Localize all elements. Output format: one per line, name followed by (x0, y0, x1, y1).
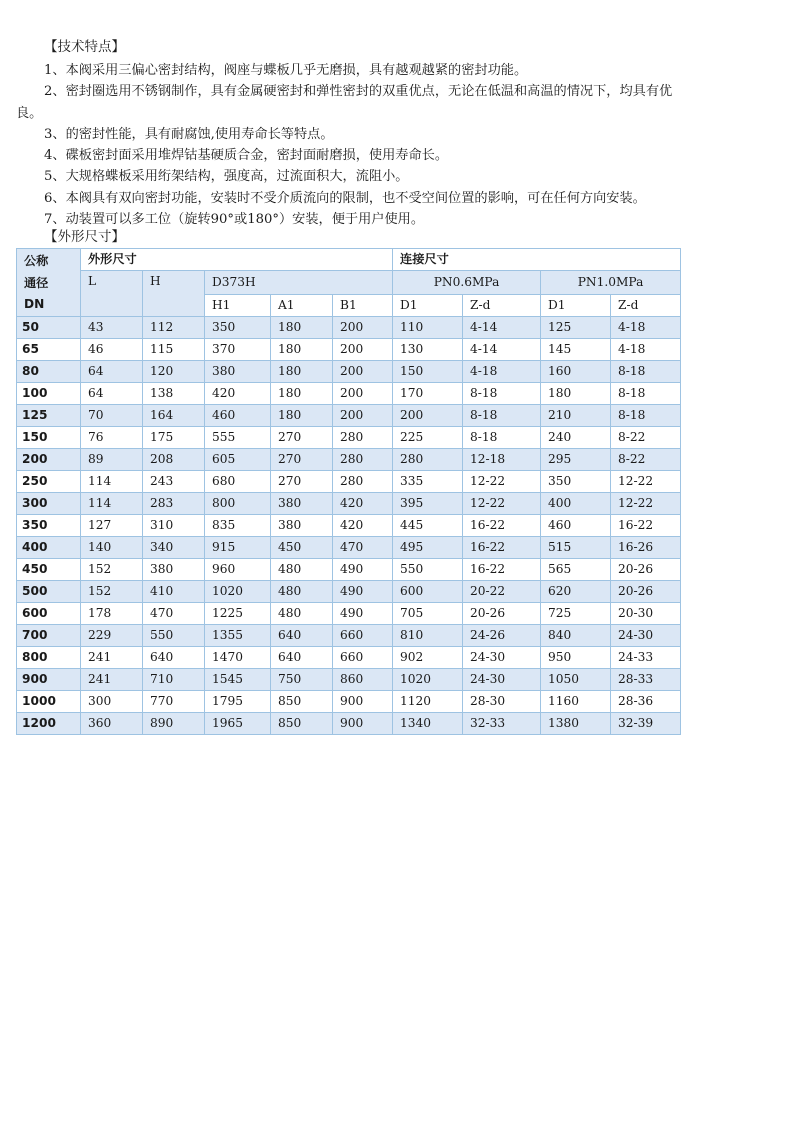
table-row (17, 580, 681, 602)
col-B1-header: B1 (333, 294, 393, 316)
table-cell: 300 (81, 690, 143, 712)
table-cell: 76 (81, 426, 143, 448)
dn-cell: 350 (17, 514, 81, 536)
table-cell: 470 (143, 602, 205, 624)
table-cell: 1020 (393, 668, 463, 690)
table-cell: 705 (393, 602, 463, 624)
table-cell: 902 (393, 646, 463, 668)
table-cell: 900 (333, 712, 393, 734)
table-cell: 420 (205, 382, 271, 404)
table-cell: 1795 (205, 690, 271, 712)
table-cell: 115 (143, 338, 205, 360)
table-cell: 114 (81, 470, 143, 492)
table-cell: 20-22 (463, 580, 541, 602)
table-cell: 241 (81, 668, 143, 690)
table-cell: 138 (143, 382, 205, 404)
table-cell: 180 (271, 316, 333, 338)
table-cell: 515 (541, 536, 611, 558)
dn-cell: 125 (17, 404, 81, 426)
feature-item: 6、本阀具有双向密封功能，安装时不受介质流向的限制，也不受空间位置的影响，可在任何方向安装。 (44, 190, 646, 206)
table-cell: 555 (205, 426, 271, 448)
table-cell: 350 (541, 470, 611, 492)
table-cell: 495 (393, 536, 463, 558)
table-cell: 43 (81, 316, 143, 338)
table-cell: 600 (393, 580, 463, 602)
table-cell: 112 (143, 316, 205, 338)
table-cell: 380 (205, 360, 271, 382)
dn-cell: 250 (17, 470, 81, 492)
table-cell: 550 (143, 624, 205, 646)
table-cell: 335 (393, 470, 463, 492)
table-cell: 12-22 (463, 492, 541, 514)
table-cell: 1545 (205, 668, 271, 690)
table-cell: 140 (81, 536, 143, 558)
table-row (17, 624, 681, 646)
dn-cell: 100 (17, 382, 81, 404)
table-cell: 280 (333, 470, 393, 492)
table-cell: 360 (81, 712, 143, 734)
tech-features-heading: 【技术特点】 (44, 39, 125, 55)
dn-cell: 1200 (17, 712, 81, 734)
table-cell: 229 (81, 624, 143, 646)
table-cell: 180 (271, 382, 333, 404)
table-row (17, 646, 681, 668)
table-cell: 660 (333, 646, 393, 668)
table-cell: 280 (333, 448, 393, 470)
dn-cell: 450 (17, 558, 81, 580)
table-cell: 380 (271, 492, 333, 514)
dn-cell: 1000 (17, 690, 81, 712)
table-cell: 8-18 (611, 360, 681, 382)
table-row (17, 382, 681, 404)
table-cell: 16-22 (611, 514, 681, 536)
corner-line: 通径 (24, 275, 49, 290)
table-cell: 160 (541, 360, 611, 382)
header-row-2 (17, 271, 681, 295)
table-cell: 180 (271, 404, 333, 426)
table-cell: 225 (393, 426, 463, 448)
table-cell: 130 (393, 338, 463, 360)
col-Zd-header: Z-d (463, 294, 541, 316)
table-cell: 620 (541, 580, 611, 602)
corner-line: DN (24, 297, 45, 311)
table-cell: 4-18 (611, 316, 681, 338)
table-cell: 850 (271, 690, 333, 712)
table-cell: 8-18 (611, 404, 681, 426)
table-cell: 145 (541, 338, 611, 360)
connection-dimensions-header: 连接尺寸 (393, 249, 681, 271)
table-cell: 370 (205, 338, 271, 360)
table-row (17, 712, 681, 734)
table-row (17, 360, 681, 382)
table-cell: 32-33 (463, 712, 541, 734)
dn-cell: 80 (17, 360, 81, 382)
table-cell: 180 (271, 360, 333, 382)
table-cell: 915 (205, 536, 271, 558)
table-cell: 400 (541, 492, 611, 514)
table-cell: 480 (271, 558, 333, 580)
table-cell: 890 (143, 712, 205, 734)
table-cell: 660 (333, 624, 393, 646)
table-cell: 640 (271, 624, 333, 646)
feature-item: 7、动装置可以多工位（旋转90°或180°）安装，便于用户使用。 (44, 212, 425, 228)
table-cell: 8-18 (463, 404, 541, 426)
table-cell: 310 (143, 514, 205, 536)
table-cell: 1380 (541, 712, 611, 734)
table-cell: 550 (393, 558, 463, 580)
table-cell: 16-22 (463, 536, 541, 558)
table-cell: 16-26 (611, 536, 681, 558)
table-cell: 28-33 (611, 668, 681, 690)
table-cell: 20-26 (611, 558, 681, 580)
table-cell: 208 (143, 448, 205, 470)
table-cell: 605 (205, 448, 271, 470)
table-cell: 64 (81, 360, 143, 382)
table-cell: 241 (81, 646, 143, 668)
feature-list (16, 60, 688, 230)
dn-cell: 500 (17, 580, 81, 602)
table-cell: 8-22 (611, 448, 681, 470)
pn06-header: PN0.6MPa (393, 271, 541, 295)
table-cell: 200 (333, 382, 393, 404)
table-cell: 12-22 (611, 470, 681, 492)
table-cell: 170 (393, 382, 463, 404)
table-cell: 810 (393, 624, 463, 646)
table-cell: 835 (205, 514, 271, 536)
col-H-header: H (143, 271, 205, 317)
table-row (17, 426, 681, 448)
table-cell: 1050 (541, 668, 611, 690)
dn-corner-header (17, 249, 81, 317)
table-cell: 960 (205, 558, 271, 580)
table-cell: 900 (333, 690, 393, 712)
dimensions-heading: 【外形尺寸】 (44, 229, 125, 245)
table-cell: 127 (81, 514, 143, 536)
table-cell: 460 (541, 514, 611, 536)
header-row-1 (17, 249, 681, 271)
dn-cell: 400 (17, 536, 81, 558)
table-cell: 24-33 (611, 646, 681, 668)
col-H1-header: H1 (205, 294, 271, 316)
dn-cell: 900 (17, 668, 81, 690)
table-cell: 420 (333, 492, 393, 514)
table-cell: 470 (333, 536, 393, 558)
table-cell: 860 (333, 668, 393, 690)
dn-cell: 800 (17, 646, 81, 668)
table-cell: 640 (271, 646, 333, 668)
table-cell: 283 (143, 492, 205, 514)
feature-item: 3、的密封性能，具有耐腐蚀,使用寿命长等特点。 (44, 126, 334, 142)
table-cell: 420 (333, 514, 393, 536)
table-cell: 152 (81, 580, 143, 602)
corner-line: 公称 (24, 254, 49, 268)
table-cell: 24-30 (611, 624, 681, 646)
table-cell: 1225 (205, 602, 271, 624)
table-cell: 350 (205, 316, 271, 338)
table-cell: 16-22 (463, 558, 541, 580)
table-cell: 445 (393, 514, 463, 536)
table-cell: 480 (271, 580, 333, 602)
feature-item: 5、大规格蝶板采用绗架结构，强度高，过流面积大，流阻小。 (44, 169, 409, 185)
table-cell: 200 (333, 316, 393, 338)
table-cell: 12-22 (463, 470, 541, 492)
table-cell: 295 (541, 448, 611, 470)
table-cell: 395 (393, 492, 463, 514)
pn10-header: PN1.0MPa (541, 271, 681, 295)
table-cell: 114 (81, 492, 143, 514)
table-cell: 850 (271, 712, 333, 734)
table-row (17, 558, 681, 580)
table-cell: 270 (271, 426, 333, 448)
table-row (17, 316, 681, 338)
table-cell: 180 (541, 382, 611, 404)
table-cell: 1965 (205, 712, 271, 734)
dn-cell: 300 (17, 492, 81, 514)
table-cell: 12-18 (463, 448, 541, 470)
table-cell: 4-14 (463, 338, 541, 360)
table-row (17, 602, 681, 624)
table-cell: 150 (393, 360, 463, 382)
table-cell: 210 (541, 404, 611, 426)
col-Zd-header: Z-d (611, 294, 681, 316)
table-cell: 410 (143, 580, 205, 602)
table-cell: 164 (143, 404, 205, 426)
table-cell: 4-18 (463, 360, 541, 382)
table-cell: 490 (333, 580, 393, 602)
table-cell: 800 (205, 492, 271, 514)
table-cell: 46 (81, 338, 143, 360)
table-cell: 8-18 (463, 382, 541, 404)
col-D1-header: D1 (393, 294, 463, 316)
table-row (17, 668, 681, 690)
table-cell: 89 (81, 448, 143, 470)
table-cell: 24-26 (463, 624, 541, 646)
table-cell: 710 (143, 668, 205, 690)
dn-cell: 65 (17, 338, 81, 360)
dn-cell: 150 (17, 426, 81, 448)
table-cell: 460 (205, 404, 271, 426)
feature-item: 1、本阀采用三偏心密封结构，阀座与蝶板几乎无磨损，具有越观越紧的密封功能。 (44, 63, 528, 78)
table-cell: 750 (271, 668, 333, 690)
table-cell: 200 (393, 404, 463, 426)
table-row (17, 690, 681, 712)
table-cell: 280 (333, 426, 393, 448)
table-row (17, 514, 681, 536)
table-cell: 680 (205, 470, 271, 492)
dn-cell: 700 (17, 624, 81, 646)
dn-cell: 50 (17, 316, 81, 338)
dimensions-table (16, 248, 681, 735)
table-cell: 200 (333, 338, 393, 360)
table-cell: 1355 (205, 624, 271, 646)
table-cell: 200 (333, 404, 393, 426)
table-row (17, 470, 681, 492)
dimensions-body (17, 316, 681, 734)
table-cell: 640 (143, 646, 205, 668)
table-cell: 1340 (393, 712, 463, 734)
table-cell: 8-22 (611, 426, 681, 448)
table-cell: 20-26 (463, 602, 541, 624)
table-cell: 270 (271, 470, 333, 492)
table-cell: 270 (271, 448, 333, 470)
table-cell: 950 (541, 646, 611, 668)
table-cell: 120 (143, 360, 205, 382)
feature-item: 4、碟板密封面采用堆焊钴基硬质合金，密封面耐磨损，使用寿命长。 (44, 148, 449, 164)
table-cell: 178 (81, 602, 143, 624)
table-cell: 1470 (205, 646, 271, 668)
outline-dimensions-header: 外形尺寸 (81, 249, 393, 271)
table-cell: 20-26 (611, 580, 681, 602)
table-cell: 180 (271, 338, 333, 360)
table-row (17, 492, 681, 514)
table-cell: 70 (81, 404, 143, 426)
col-A1-header: A1 (271, 294, 333, 316)
table-cell: 450 (271, 536, 333, 558)
table-row (17, 404, 681, 426)
table-cell: 8-18 (463, 426, 541, 448)
table-cell: 32-39 (611, 712, 681, 734)
table-cell: 1160 (541, 690, 611, 712)
table-cell: 16-22 (463, 514, 541, 536)
table-cell: 125 (541, 316, 611, 338)
table-cell: 152 (81, 558, 143, 580)
table-cell: 24-30 (463, 646, 541, 668)
table-row (17, 448, 681, 470)
dn-cell: 200 (17, 448, 81, 470)
table-cell: 24-30 (463, 668, 541, 690)
table-cell: 110 (393, 316, 463, 338)
table-cell: 480 (271, 602, 333, 624)
table-cell: 20-30 (611, 602, 681, 624)
table-cell: 280 (393, 448, 463, 470)
table-cell: 340 (143, 536, 205, 558)
table-cell: 243 (143, 470, 205, 492)
feature-item: 2、密封圈选用不锈钢制作，具有金属硬密封和弹性密封的双重优点，无论在低温和高温的情况下，均具有优良。 (16, 84, 673, 121)
col-D1-header: D1 (541, 294, 611, 316)
col-L-header: L (81, 271, 143, 317)
table-row (17, 338, 681, 360)
model-header: D373H (205, 271, 393, 295)
table-cell: 490 (333, 558, 393, 580)
table-cell: 175 (143, 426, 205, 448)
table-cell: 4-18 (611, 338, 681, 360)
table-row (17, 536, 681, 558)
table-cell: 725 (541, 602, 611, 624)
table-cell: 4-14 (463, 316, 541, 338)
table-cell: 28-30 (463, 690, 541, 712)
table-cell: 200 (333, 360, 393, 382)
table-cell: 1120 (393, 690, 463, 712)
table-cell: 1020 (205, 580, 271, 602)
table-cell: 240 (541, 426, 611, 448)
table-cell: 12-22 (611, 492, 681, 514)
table-cell: 565 (541, 558, 611, 580)
table-cell: 380 (271, 514, 333, 536)
table-cell: 380 (143, 558, 205, 580)
table-cell: 770 (143, 690, 205, 712)
table-cell: 64 (81, 382, 143, 404)
table-cell: 840 (541, 624, 611, 646)
dn-cell: 600 (17, 602, 81, 624)
table-cell: 8-18 (611, 382, 681, 404)
table-cell: 28-36 (611, 690, 681, 712)
table-cell: 490 (333, 602, 393, 624)
